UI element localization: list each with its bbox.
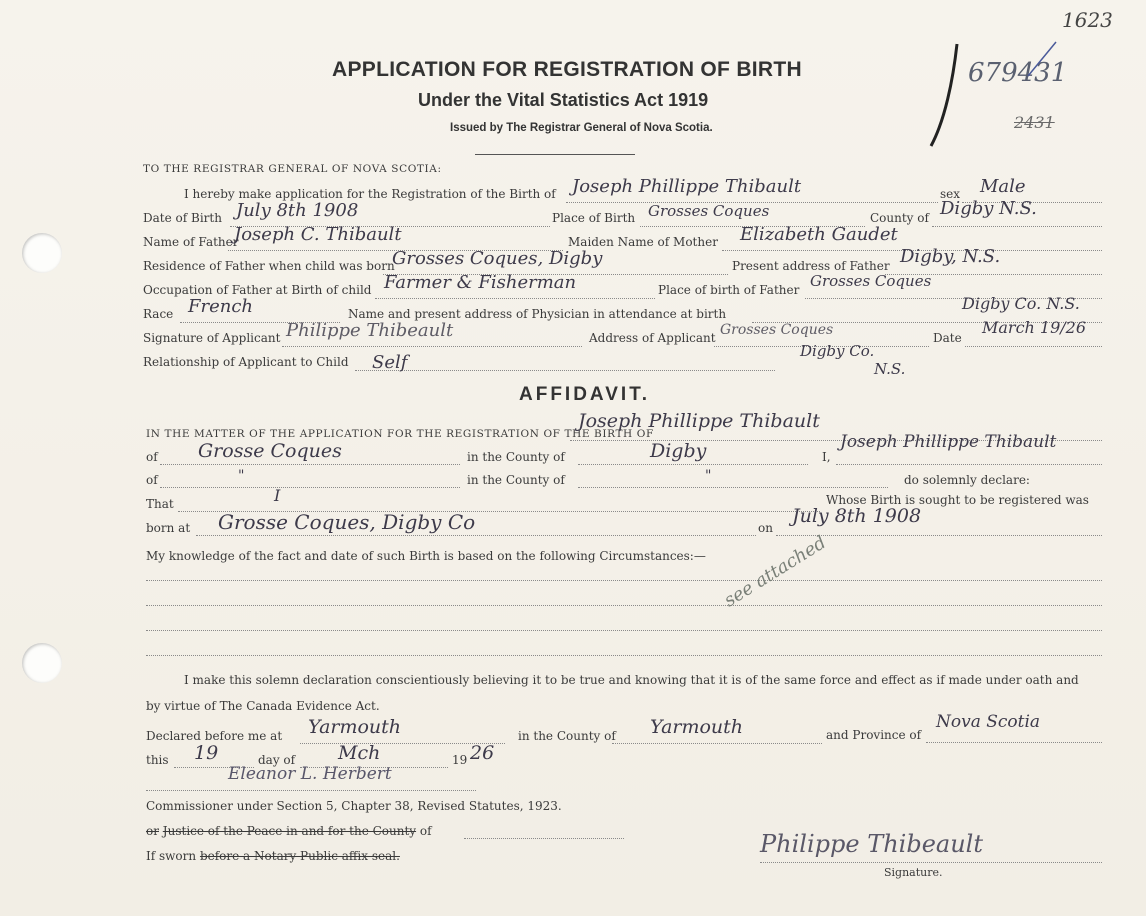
of2-label: of xyxy=(146,473,158,487)
corner-number-top: 1623 xyxy=(1062,8,1113,32)
relationship-value: Self xyxy=(372,352,408,373)
date-value: March 19/26 xyxy=(982,318,1087,337)
mother-label: Maiden Name of Mother xyxy=(568,235,718,249)
born-at-line xyxy=(196,535,756,536)
father-birthplace-label: Place of birth of Father xyxy=(658,283,800,297)
mother-value: Elizabeth Gaudet xyxy=(740,224,898,245)
sworn-row xyxy=(146,849,400,863)
corner-number-small: 2431 xyxy=(1014,113,1055,132)
justice-suffix: of xyxy=(419,824,432,838)
intro-label: I hereby make application for the Registration of the Birth of xyxy=(184,187,556,201)
solemn-line-1: I make this solemn declaration conscientiously believing it to be true and knowing that it is of the same force and effect as if made under oath and xyxy=(184,673,1079,687)
matter-label-text: IN THE MATTER OF THE APPLICATION FOR THE REGISTRATION OF THE BIRTH OF xyxy=(146,428,654,440)
year-value: 26 xyxy=(470,742,495,764)
that-label: That xyxy=(146,497,174,511)
born-at-label: born at xyxy=(146,521,191,535)
of2-value: " xyxy=(238,468,245,484)
declared-county-line xyxy=(612,743,822,744)
in-county2-value: " xyxy=(705,468,712,484)
occupation-value: Farmer & Fisherman xyxy=(384,272,577,293)
dob-value: July 8th 1908 xyxy=(236,200,359,221)
signature-value: Philippe Thibeault xyxy=(286,320,454,341)
race-value: French xyxy=(188,296,254,317)
date-line xyxy=(965,346,1102,347)
born-at-value: Grosse Coques, Digby Co xyxy=(218,510,476,534)
declare-label: do solemnly declare: xyxy=(904,473,1030,487)
justice-prefix: or xyxy=(146,824,159,838)
residence-label: Residence of Father when child was born xyxy=(143,259,395,273)
whose-label: Whose Birth is sought to be registered was xyxy=(826,493,1089,507)
father-value: Joseph C. Thibault xyxy=(234,224,402,245)
in-county2-line xyxy=(578,487,888,488)
province-line xyxy=(926,742,1102,743)
of-label: of xyxy=(146,450,158,464)
punch-hole-top xyxy=(22,233,62,273)
physician-label: Name and present address of Physician in attendance at birth xyxy=(348,307,727,321)
commissioner-signature: Eleanor L. Herbert xyxy=(228,764,392,784)
header-divider xyxy=(475,154,635,155)
corner-number-main: 679431 xyxy=(968,58,1068,88)
that-value: I xyxy=(274,486,281,505)
race-label: Race xyxy=(143,307,174,321)
solemn-line-2: by virtue of The Canada Evidence Act. xyxy=(146,699,380,713)
pob-label: Place of Birth xyxy=(552,211,636,225)
declared-label: Declared before me at xyxy=(146,729,283,743)
father-birthplace-value: Grosses Coques xyxy=(810,272,932,290)
residence-value: Grosses Coques, Digby xyxy=(392,248,603,269)
county-value: Digby N.S. xyxy=(940,198,1037,219)
in-county-label: in the County of xyxy=(467,450,565,464)
signature-label: Signature of Applicant xyxy=(143,331,281,345)
of2-line xyxy=(160,487,460,488)
applicant-address-label: Address of Applicant xyxy=(589,331,716,345)
this-label: this xyxy=(146,753,169,767)
declared-county-label: in the County of xyxy=(518,729,616,743)
dob-label: Date of Birth xyxy=(143,211,222,225)
on-line xyxy=(776,535,1102,536)
circumstances-line-4 xyxy=(146,655,1102,656)
signature-line xyxy=(282,346,582,347)
this-value: 19 xyxy=(194,742,219,764)
matter-name-value: Joseph Phillippe Thibault xyxy=(578,410,820,432)
year-prefix: 19 xyxy=(452,753,468,767)
applicant-address-value: Grosses Coques xyxy=(720,322,834,338)
commissioner-label: Commissioner under Section 5, Chapter 38, Revised Statutes, 1923. xyxy=(146,799,562,813)
commissioner-sig-line xyxy=(146,790,476,791)
date-label: Date xyxy=(933,331,962,345)
form-title: APPLICATION FOR REGISTRATION OF BIRTH xyxy=(332,58,802,81)
relationship-label: Relationship of Applicant to Child xyxy=(143,355,349,369)
signature-caption: Signature. xyxy=(884,866,943,879)
occupation-line xyxy=(375,298,655,299)
justice-row xyxy=(146,824,432,838)
of-line xyxy=(160,464,460,465)
justice-label: Justice of the Peace in and for the County xyxy=(162,824,417,838)
form-subtitle: Under the Vital Statistics Act 1919 xyxy=(418,90,709,110)
declared-value: Yarmouth xyxy=(308,716,402,738)
addressee: TO THE REGISTRAR GENERAL OF NOVA SCOTIA: xyxy=(143,163,442,175)
in-county2-label: in the County of xyxy=(467,473,565,487)
present-address-label: Present address of Father xyxy=(732,259,890,273)
father-birthplace-value-2: Digby Co. N.S. xyxy=(962,294,1080,313)
day-of-label: day of xyxy=(258,753,296,767)
applicant-address-value-3: N.S. xyxy=(874,360,906,378)
county-label: County of xyxy=(870,211,929,225)
relationship-line xyxy=(355,370,775,371)
child-name-value: Joseph Phillippe Thibault xyxy=(572,176,802,197)
county-line xyxy=(932,226,1102,227)
affidavit-heading: AFFIDAVIT. xyxy=(519,384,650,405)
sex-label: sex xyxy=(940,187,961,201)
circumstances-line-2 xyxy=(146,605,1102,606)
province-value: Nova Scotia xyxy=(936,712,1041,732)
on-label: on xyxy=(758,521,773,535)
sworn-prefix: If sworn xyxy=(146,849,197,863)
sworn-label: before a Notary Public affix seal. xyxy=(199,849,400,863)
declared-county-value: Yarmouth xyxy=(650,716,744,738)
day-of-value: Mch xyxy=(338,742,381,764)
form-issuer: Issued by The Registrar General of Nova Scotia. xyxy=(450,122,713,134)
pob-value: Grosses Coques xyxy=(648,202,770,220)
occupation-label: Occupation of Father at Birth of child xyxy=(143,283,372,297)
final-signature-line xyxy=(760,862,1102,863)
present-address-value: Digby, N.S. xyxy=(900,246,1001,267)
pencil-stroke-icon xyxy=(925,40,965,150)
circumstances-line-1 xyxy=(146,580,1102,581)
of-value: Grosse Coques xyxy=(198,440,342,462)
i-value: Joseph Phillippe Thibault xyxy=(840,432,1057,452)
province-label: and Province of xyxy=(826,728,922,742)
circumstances-line-3 xyxy=(146,630,1102,631)
applicant-address-value-2: Digby Co. xyxy=(800,342,875,360)
father-label: Name of Father xyxy=(143,235,239,249)
in-county-value: Digby xyxy=(650,440,707,462)
justice-line xyxy=(464,838,624,839)
in-county-line xyxy=(578,464,808,465)
see-attached-note: see attached xyxy=(720,532,830,612)
on-value: July 8th 1908 xyxy=(792,505,922,527)
punch-hole-bottom xyxy=(22,643,62,683)
knowledge-label: My knowledge of the fact and date of such Birth is based on the following Circumstances:— xyxy=(146,549,706,563)
i-label: I, xyxy=(822,450,831,464)
sex-value: Male xyxy=(980,176,1026,197)
i-line xyxy=(836,464,1102,465)
pencil-slash-icon xyxy=(1020,40,1060,80)
final-signature: Philippe Thibeault xyxy=(760,830,983,858)
